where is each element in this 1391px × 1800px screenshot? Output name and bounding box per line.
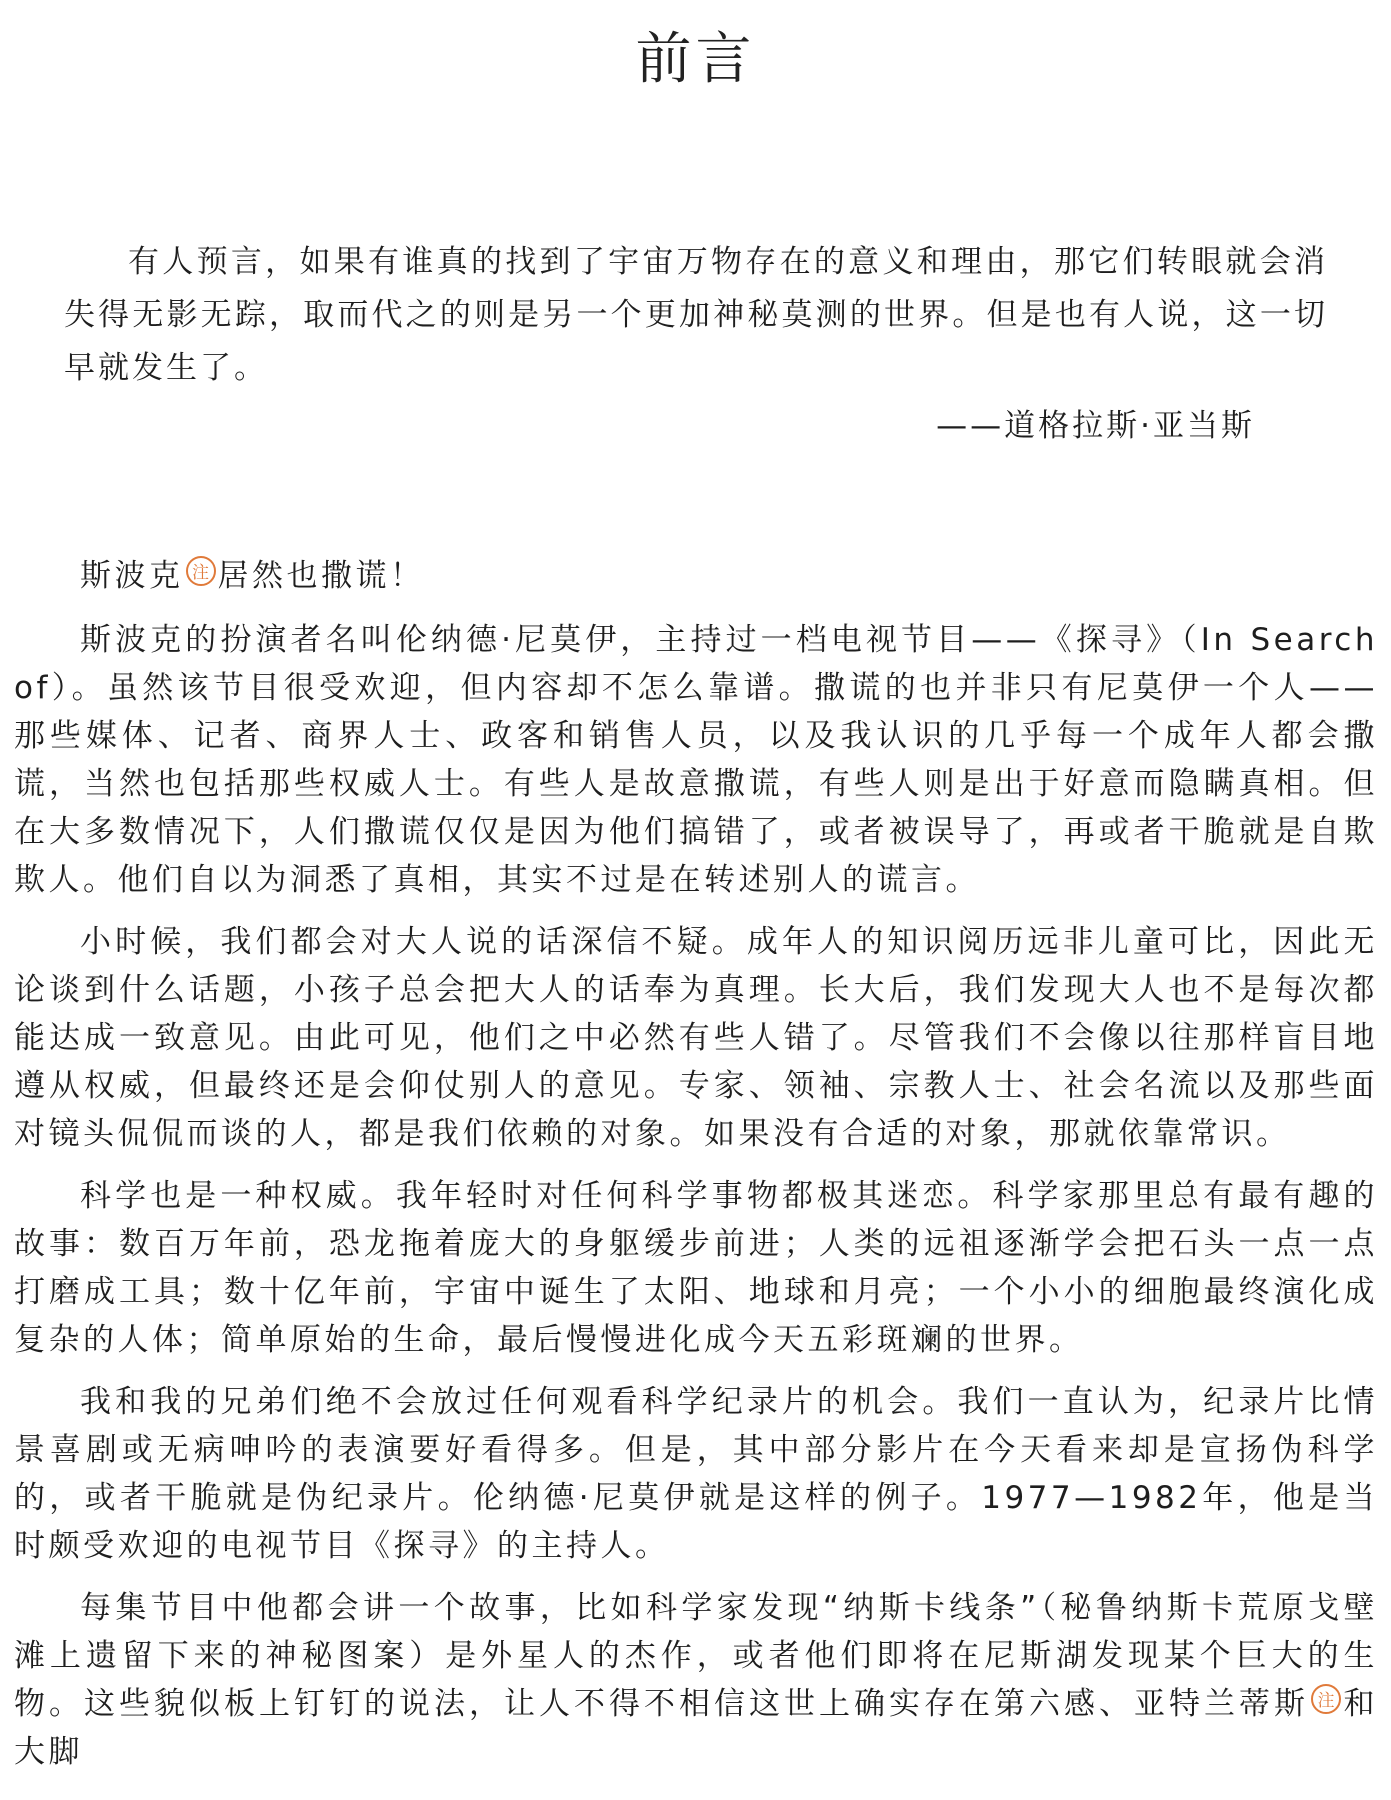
- epigraph-attribution: ——道格拉斯·亚当斯: [936, 408, 1255, 444]
- paragraph-6-after: 和大脚: [14, 1686, 1378, 1770]
- paragraph-6-before: 每集节目中他都会讲一个故事，比如科学家发现“纳斯卡线条”（秘鲁纳斯卡荒原戈壁滩上遗留下来的神秘图案）是外星人的杰作，或者他们即将在尼斯湖发现某个巨大的生物。这些貌似板上钉钉的说法，让人不得不相信这世上确实存在第六感、亚特兰蒂斯: [14, 1590, 1378, 1722]
- paragraph-1-before: 斯波克: [80, 558, 184, 594]
- paragraph-6: [14, 1584, 1378, 1776]
- paragraph-1-after: 居然也撒谎！: [217, 558, 425, 594]
- note-marker-icon[interactable]: 注: [186, 556, 216, 586]
- paragraph-3: 小时候，我们都会对大人说的话深信不疑。成年人的知识阅历远非儿童可比，因此无论谈到什么话题，小孩子总会把大人的话奉为真理。长大后，我们发现大人也不是每次都能达成一致意见。由此可见，他们之中必然有些人错了。尽管我们不会像以往那样盲目地遵从权威，但最终还是会仰仗别人的意见。专家、领袖、宗教人士、社会名流以及那些面对镜头侃侃而谈的人，都是我们依赖的对象。如果没有合适的对象，那就依靠常识。: [14, 924, 1378, 1152]
- epigraph-text: 有人预言，如果有谁真的找到了宇宙万物存在的意义和理由，那它们转眼就会消失得无影无踪，取而代之的则是另一个更加神秘莫测的世界。但是也有人说，这一切早就发生了。: [64, 244, 1328, 386]
- paragraph-2: 斯波克的扮演者名叫伦纳德·尼莫伊，主持过一档电视节目——《探寻》（In Search of）。虽然该节目很受欢迎，但内容却不怎么靠谱。撒谎的也并非只有尼莫伊一个人——那些媒体、记者、商界人士、政客和销售人员，以及我认识的几乎每一个成年人都会撒谎，当然也包括那些权威人士。有些人是故意撒谎，有些人则是出于好意而隐瞒真相。但在大多数情况下，人们撒谎仅仅是因为他们搞错了，或者被误导了，再或者干脆就是自欺欺人。他们自以为洞悉了真相，其实不过是在转述别人的谎言。: [14, 622, 1378, 898]
- paragraph-5: 我和我的兄弟们绝不会放过任何观看科学纪录片的机会。我们一直认为，纪录片比情景喜剧或无病呻吟的表演要好看得多。但是，其中部分影片在今天看来却是宣扬伪科学的，或者干脆就是伪纪录片。伦纳德·尼莫伊就是这样的例子。1977—1982年，他是当时颇受欢迎的电视节目《探寻》的主持人。: [14, 1384, 1378, 1564]
- paragraph-4: 科学也是一种权威。我年轻时对任何科学事物都极其迷恋。科学家那里总有最有趣的故事：数百万年前，恐龙拖着庞大的身躯缓步前进；人类的远祖逐渐学会把石头一点一点打磨成工具；数十亿年前，宇宙中诞生了太阳、地球和月亮；一个小小的细胞最终演化成复杂的人体；简单原始的生命，最后慢慢进化成今天五彩斑斓的世界。: [14, 1178, 1378, 1358]
- page-title: 前言: [635, 27, 756, 92]
- paragraph-1: [14, 552, 1378, 600]
- note-marker-icon[interactable]: 注: [1311, 1684, 1341, 1714]
- body-text: [14, 552, 1378, 1790]
